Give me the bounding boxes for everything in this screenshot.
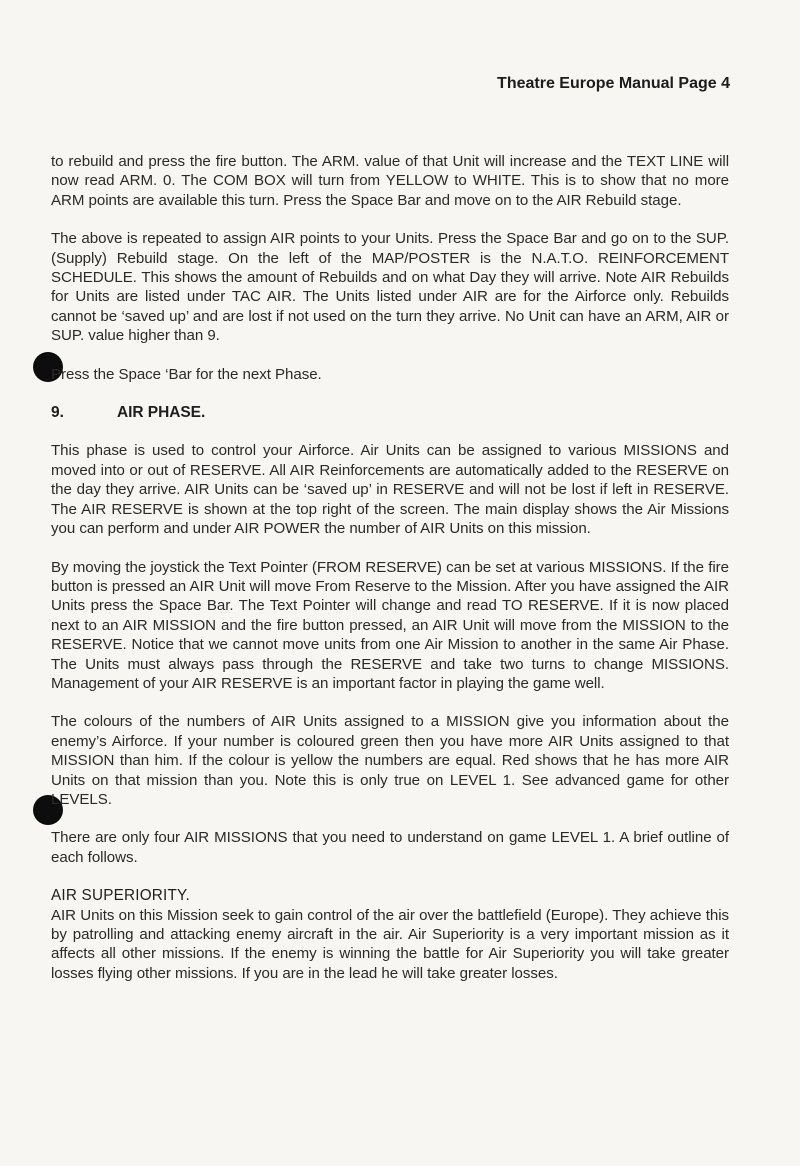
manual-body bbox=[51, 152, 729, 983]
section-heading bbox=[51, 403, 729, 422]
paragraph-air-phase-intro: This phase is used to control your Airforce. Air Units can be assigned to various MISSIONS and moved into or out of RESERVE. All AIR Reinforcements are automatically added to the RESERVE on the day they arrive. AIR Units can be ‘saved up’ in RESERVE and will not be lost if left in RESERVE. The AIR RESERVE is shown at the top right of the screen. The main display shows the Air Missions you can perform and under AIR POWER the number of AIR Units on this mission. bbox=[51, 442, 729, 538]
page-header: Theatre Europe Manual Page 4 bbox=[497, 75, 730, 92]
paragraph-colours: The colours of the numbers of AIR Units assigned to a MISSION give you information about the enemy’s Airforce. If your number is coloured green then you have more AIR Units assigned to that MISSION than him. If the colour is yellow the numbers are equal. Red shows that he has more AIR Units on that mission than you. Note this is only true on LEVEL 1. See advanced game for other LEVELS. bbox=[51, 713, 729, 808]
paragraph-text-pointer: By moving the joystick the Text Pointer (FROM RESERVE) can be set at various MISSIONS. If the fire button is pressed an AIR Unit will move From Reserve to the Mission. After you have assigned the AIR Units press the Space Bar. The Text Pointer will change and read TO RESERVE. If it is now placed next to an AIR MISSION and the fire button pressed, an AIR Unit will move from the MISSION to the RESERVE. Notice that we cannot move units from one Air Mission to another in the same Air Phase. The Units must always pass through the RESERVE and take two turns to change MISSIONS. Management of your AIR RESERVE is an important factor in playing the game well. bbox=[51, 558, 729, 692]
section-title: AIR PHASE. bbox=[117, 404, 206, 422]
subsection-heading: AIR SUPERIORITY. bbox=[51, 887, 190, 905]
paragraph-four-missions: There are only four AIR MISSIONS that you need to understand on game LEVEL 1. A brief outline of each follows. bbox=[51, 829, 729, 866]
section-number: 9. bbox=[51, 404, 64, 422]
paragraph-rebuild-air: The above is repeated to assign AIR points to your Units. Press the Space Bar and go on to the SUP. (Supply) Rebuild stage. On the left of the MAP/POSTER is the N.A.T.O. REINFORCEMENT SCHEDULE. This shows the amount of Rebuilds and on what Day they will arrive. Note AIR Rebuilds for Units are listed under TAC AIR. The Units listed under AIR are for the Airforce only. Rebuilds cannot be ‘saved up’ and are lost if not used on the turn they arrive. No Unit can have an ARM, AIR or SUP. value higher than 9. bbox=[51, 230, 729, 345]
paragraph-rebuild-arm: to rebuild and press the fire button. The ARM. value of that Unit will increase and the TEXT LINE will now read ARM. 0. The COM BOX will turn from YELLOW to WHITE. This is to show that no more ARM points are available this turn. Press the Space Bar and move on to the AIR Rebuild stage. bbox=[51, 153, 729, 209]
paragraph-next-phase: Press the Space ‘Bar for the next Phase. bbox=[51, 365, 322, 383]
paragraph-air-superiority: AIR Units on this Mission seek to gain control of the air over the battlefield (Europe). They achieve this by patrolling and attacking enemy aircraft in the air. Air Superiority is a very important mission as it affects all other missions. If the enemy is winning the battle for Air Superiority you will take greater losses flying other missions. If you are in the lead he will take greater losses. bbox=[51, 906, 729, 982]
